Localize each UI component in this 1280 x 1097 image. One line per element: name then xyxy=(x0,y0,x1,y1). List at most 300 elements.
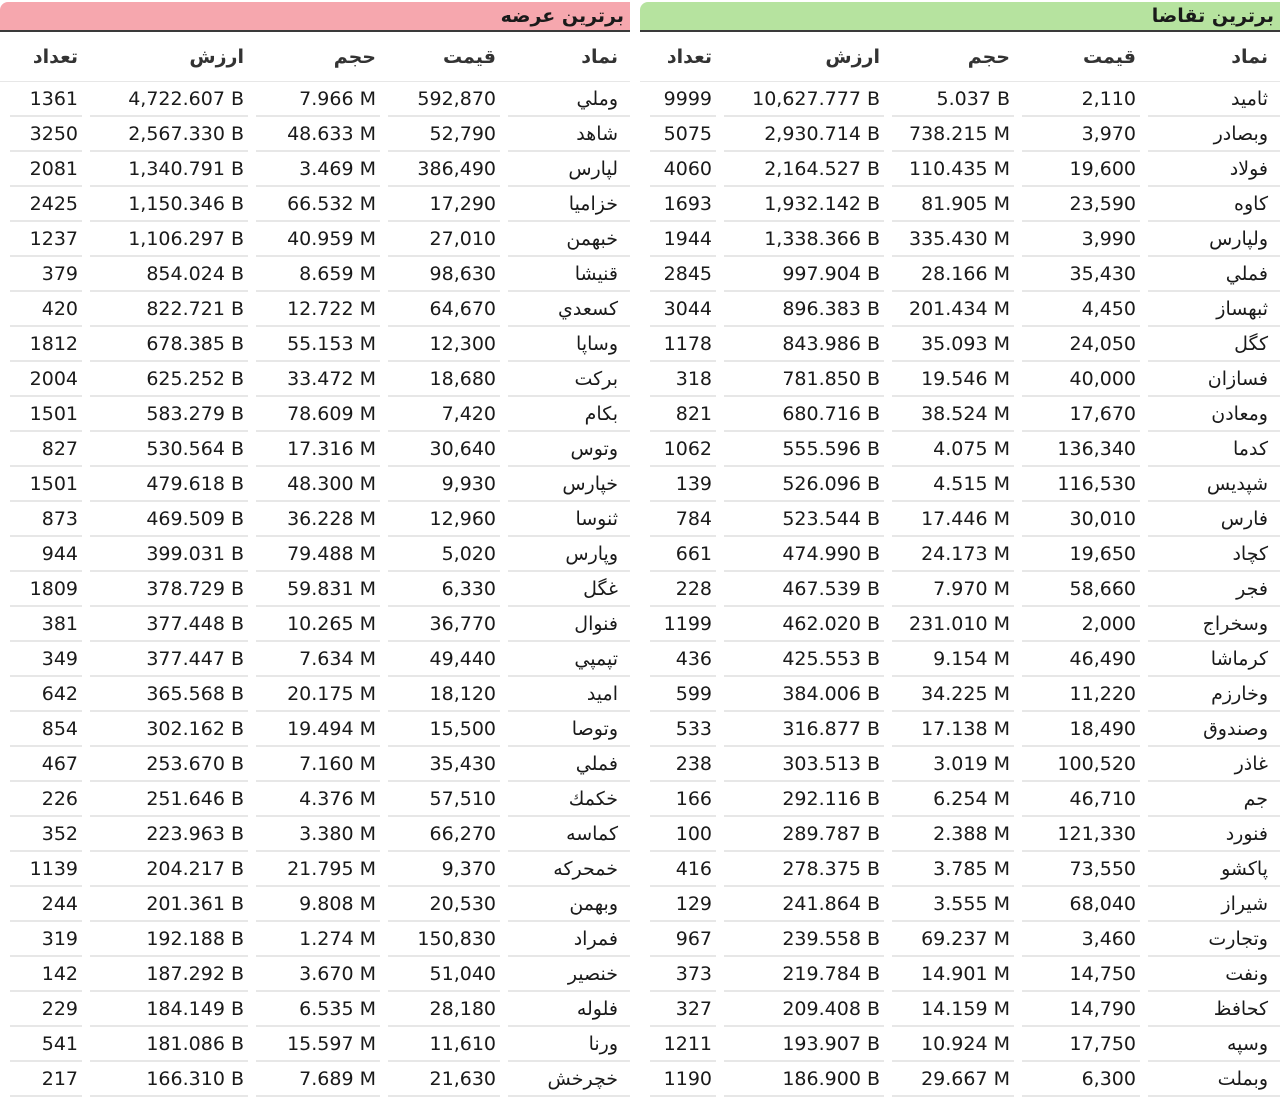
col-header-price: قیمت xyxy=(388,32,500,81)
cell-symbol: فمراد xyxy=(508,922,630,957)
cell-symbol: وبملت xyxy=(1148,1062,1280,1097)
cell-volume: 28.166 M xyxy=(892,257,1014,292)
table-row[interactable] xyxy=(0,642,630,677)
cell-value: 1,340.791 B xyxy=(90,152,248,187)
cell-count: 1944 xyxy=(650,222,716,257)
table-row[interactable] xyxy=(640,467,1280,502)
cell-price: 51,040 xyxy=(388,957,500,992)
cell-volume: 201.434 M xyxy=(892,292,1014,327)
cell-price: 6,300 xyxy=(1022,1062,1140,1097)
cell-volume: 19.494 M xyxy=(256,712,380,747)
cell-symbol: وتوس xyxy=(508,432,630,467)
cell-count: 2081 xyxy=(10,152,82,187)
cell-value: 289.787 B xyxy=(724,817,884,852)
cell-price: 46,710 xyxy=(1022,782,1140,817)
cell-value: 997.904 B xyxy=(724,257,884,292)
cell-volume: 3.380 M xyxy=(256,817,380,852)
top-demand-table xyxy=(640,32,1280,1097)
cell-symbol: كماسه xyxy=(508,817,630,852)
cell-price: 64,670 xyxy=(388,292,500,327)
cell-price: 27,010 xyxy=(388,222,500,257)
cell-count: 327 xyxy=(650,992,716,1027)
table-row[interactable] xyxy=(0,397,630,432)
cell-price: 58,660 xyxy=(1022,572,1140,607)
cell-count: 1199 xyxy=(650,607,716,642)
cell-volume: 21.795 M xyxy=(256,852,380,887)
cell-value: 467.539 B xyxy=(724,572,884,607)
table-row[interactable] xyxy=(0,677,630,712)
cell-count: 349 xyxy=(10,642,82,677)
cell-price: 3,970 xyxy=(1022,117,1140,152)
table-row[interactable] xyxy=(0,747,630,782)
cell-symbol: كسعدي xyxy=(508,292,630,327)
cell-count: 3044 xyxy=(650,292,716,327)
cell-count: 661 xyxy=(650,537,716,572)
cell-value: 193.907 B xyxy=(724,1027,884,1062)
cell-count: 1139 xyxy=(10,852,82,887)
table-row[interactable] xyxy=(0,817,630,852)
table-row[interactable] xyxy=(0,782,630,817)
cell-value: 377.448 B xyxy=(90,607,248,642)
table-row[interactable] xyxy=(640,362,1280,397)
table-row[interactable] xyxy=(640,957,1280,992)
cell-count: 379 xyxy=(10,257,82,292)
table-row[interactable] xyxy=(640,537,1280,572)
col-header-count: تعداد xyxy=(10,32,82,81)
cell-price: 2,000 xyxy=(1022,607,1140,642)
table-row[interactable] xyxy=(640,887,1280,922)
cell-price: 2,110 xyxy=(1022,81,1140,117)
cell-count: 420 xyxy=(10,292,82,327)
cell-count: 854 xyxy=(10,712,82,747)
cell-symbol: فنوال xyxy=(508,607,630,642)
table-row[interactable] xyxy=(0,852,630,887)
cell-symbol: وسپه xyxy=(1148,1027,1280,1062)
cell-symbol: خزاميا xyxy=(508,187,630,222)
cell-symbol: كگل xyxy=(1148,327,1280,362)
cell-count: 1237 xyxy=(10,222,82,257)
cell-value: 781.850 B xyxy=(724,362,884,397)
cell-price: 17,750 xyxy=(1022,1027,1140,1062)
cell-price: 3,460 xyxy=(1022,922,1140,957)
cell-symbol: تپمپي xyxy=(508,642,630,677)
cell-volume: 7.160 M xyxy=(256,747,380,782)
cell-price: 30,640 xyxy=(388,432,500,467)
cell-price: 11,220 xyxy=(1022,677,1140,712)
cell-value: 209.408 B xyxy=(724,992,884,1027)
cell-volume: 4.515 M xyxy=(892,467,1014,502)
col-header-value: ارزش xyxy=(724,32,884,81)
cell-value: 278.375 B xyxy=(724,852,884,887)
cell-symbol: ومعادن xyxy=(1148,397,1280,432)
table-row[interactable] xyxy=(0,222,630,257)
cell-symbol: وسخراج xyxy=(1148,607,1280,642)
cell-symbol: كرماشا xyxy=(1148,642,1280,677)
table-header-row xyxy=(0,32,630,81)
table-row[interactable] xyxy=(640,117,1280,152)
cell-volume: 59.831 M xyxy=(256,572,380,607)
cell-count: 1190 xyxy=(650,1062,716,1097)
cell-count: 1501 xyxy=(10,467,82,502)
cell-count: 226 xyxy=(10,782,82,817)
col-header-count: تعداد xyxy=(650,32,716,81)
cell-price: 12,300 xyxy=(388,327,500,362)
cell-value: 204.217 B xyxy=(90,852,248,887)
cell-count: 467 xyxy=(10,747,82,782)
cell-price: 9,930 xyxy=(388,467,500,502)
cell-symbol: ثبهساز xyxy=(1148,292,1280,327)
cell-volume: 4.376 M xyxy=(256,782,380,817)
cell-symbol: كدما xyxy=(1148,432,1280,467)
cell-price: 73,550 xyxy=(1022,852,1140,887)
cell-symbol: كحافظ xyxy=(1148,992,1280,1027)
table-row[interactable] xyxy=(0,117,630,152)
cell-count: 238 xyxy=(650,747,716,782)
cell-value: 680.716 B xyxy=(724,397,884,432)
table-row[interactable] xyxy=(0,292,630,327)
cell-value: 303.513 B xyxy=(724,747,884,782)
table-row[interactable] xyxy=(640,992,1280,1027)
cell-price: 19,600 xyxy=(1022,152,1140,187)
cell-count: 821 xyxy=(650,397,716,432)
cell-value: 1,150.346 B xyxy=(90,187,248,222)
cell-count: 2004 xyxy=(10,362,82,397)
table-row[interactable] xyxy=(0,187,630,222)
cell-value: 166.310 B xyxy=(90,1062,248,1097)
cell-volume: 81.905 M xyxy=(892,187,1014,222)
cell-count: 784 xyxy=(650,502,716,537)
cell-volume: 34.225 M xyxy=(892,677,1014,712)
cell-symbol: وتجارت xyxy=(1148,922,1280,957)
cell-volume: 12.722 M xyxy=(256,292,380,327)
table-row[interactable] xyxy=(0,81,630,117)
cell-symbol: جم xyxy=(1148,782,1280,817)
cell-count: 217 xyxy=(10,1062,82,1097)
cell-value: 479.618 B xyxy=(90,467,248,502)
table-row[interactable] xyxy=(0,432,630,467)
cell-value: 241.864 B xyxy=(724,887,884,922)
cell-value: 292.116 B xyxy=(724,782,884,817)
top-supply-title: برترین عرضه xyxy=(0,2,630,30)
cell-value: 251.646 B xyxy=(90,782,248,817)
table-row[interactable] xyxy=(0,327,630,362)
table-row[interactable] xyxy=(640,677,1280,712)
cell-volume: 20.175 M xyxy=(256,677,380,712)
cell-volume: 6.535 M xyxy=(256,992,380,1027)
cell-symbol: وساپا xyxy=(508,327,630,362)
cell-volume: 15.597 M xyxy=(256,1027,380,1062)
cell-symbol: شيراز xyxy=(1148,887,1280,922)
table-row[interactable] xyxy=(640,922,1280,957)
table-row[interactable] xyxy=(640,782,1280,817)
cell-count: 9999 xyxy=(650,81,716,117)
cell-count: 873 xyxy=(10,502,82,537)
cell-volume: 2.388 M xyxy=(892,817,1014,852)
table-row[interactable] xyxy=(0,257,630,292)
cell-symbol: وپارس xyxy=(508,537,630,572)
cell-volume: 14.901 M xyxy=(892,957,1014,992)
cell-value: 2,930.714 B xyxy=(724,117,884,152)
cell-value: 1,338.366 B xyxy=(724,222,884,257)
col-header-symbol: نماد xyxy=(508,32,630,81)
table-row[interactable] xyxy=(640,572,1280,607)
table-row[interactable] xyxy=(640,1062,1280,1097)
cell-symbol: خمحركه xyxy=(508,852,630,887)
cell-symbol: ورنا xyxy=(508,1027,630,1062)
cell-volume: 29.667 M xyxy=(892,1062,1014,1097)
cell-value: 223.963 B xyxy=(90,817,248,852)
table-row[interactable] xyxy=(640,257,1280,292)
cell-price: 150,830 xyxy=(388,922,500,957)
cell-value: 399.031 B xyxy=(90,537,248,572)
cell-value: 843.986 B xyxy=(724,327,884,362)
cell-price: 40,000 xyxy=(1022,362,1140,397)
cell-symbol: فولاد xyxy=(1148,152,1280,187)
cell-price: 23,590 xyxy=(1022,187,1140,222)
cell-symbol: فلوله xyxy=(508,992,630,1027)
cell-price: 4,450 xyxy=(1022,292,1140,327)
cell-value: 1,106.297 B xyxy=(90,222,248,257)
cell-count: 129 xyxy=(650,887,716,922)
table-row[interactable] xyxy=(0,572,630,607)
cell-symbol: فنورد xyxy=(1148,817,1280,852)
table-row[interactable] xyxy=(0,537,630,572)
cell-volume: 48.300 M xyxy=(256,467,380,502)
cell-symbol: شاهد xyxy=(508,117,630,152)
cell-price: 14,750 xyxy=(1022,957,1140,992)
table-row[interactable] xyxy=(0,502,630,537)
table-row[interactable] xyxy=(640,712,1280,747)
cell-count: 1501 xyxy=(10,397,82,432)
cell-price: 11,610 xyxy=(388,1027,500,1062)
cell-value: 201.361 B xyxy=(90,887,248,922)
cell-price: 98,630 xyxy=(388,257,500,292)
cell-count: 381 xyxy=(10,607,82,642)
table-row[interactable] xyxy=(640,607,1280,642)
cell-count: 319 xyxy=(10,922,82,957)
cell-count: 228 xyxy=(650,572,716,607)
cell-count: 1178 xyxy=(650,327,716,362)
cell-symbol: خبهمن xyxy=(508,222,630,257)
cell-price: 19,650 xyxy=(1022,537,1140,572)
cell-value: 854.024 B xyxy=(90,257,248,292)
cell-value: 192.188 B xyxy=(90,922,248,957)
cell-price: 36,770 xyxy=(388,607,500,642)
cell-price: 121,330 xyxy=(1022,817,1140,852)
table-row[interactable] xyxy=(0,1027,630,1062)
cell-value: 239.558 B xyxy=(724,922,884,957)
cell-price: 592,870 xyxy=(388,81,500,117)
cell-value: 181.086 B xyxy=(90,1027,248,1062)
cell-symbol: اميد xyxy=(508,677,630,712)
cell-value: 253.670 B xyxy=(90,747,248,782)
cell-volume: 78.609 M xyxy=(256,397,380,432)
cell-value: 219.784 B xyxy=(724,957,884,992)
cell-volume: 9.808 M xyxy=(256,887,380,922)
cell-symbol: خپارس xyxy=(508,467,630,502)
cell-price: 35,430 xyxy=(1022,257,1140,292)
cell-volume: 17.316 M xyxy=(256,432,380,467)
table-row[interactable] xyxy=(640,432,1280,467)
table-row[interactable] xyxy=(640,187,1280,222)
cell-value: 583.279 B xyxy=(90,397,248,432)
cell-count: 4060 xyxy=(650,152,716,187)
table-row[interactable] xyxy=(640,222,1280,257)
cell-value: 469.509 B xyxy=(90,502,248,537)
table-row[interactable] xyxy=(640,852,1280,887)
cell-symbol: كچاد xyxy=(1148,537,1280,572)
cell-count: 139 xyxy=(650,467,716,502)
cell-price: 5,020 xyxy=(388,537,500,572)
cell-volume: 10.924 M xyxy=(892,1027,1014,1062)
cell-value: 316.877 B xyxy=(724,712,884,747)
cell-value: 530.564 B xyxy=(90,432,248,467)
table-row[interactable] xyxy=(0,152,630,187)
cell-count: 166 xyxy=(650,782,716,817)
cell-symbol: قنيشا xyxy=(508,257,630,292)
cell-count: 599 xyxy=(650,677,716,712)
cell-value: 365.568 B xyxy=(90,677,248,712)
cell-count: 436 xyxy=(650,642,716,677)
cell-value: 523.544 B xyxy=(724,502,884,537)
cell-volume: 7.689 M xyxy=(256,1062,380,1097)
cell-count: 244 xyxy=(10,887,82,922)
top-supply-rows xyxy=(0,81,630,1097)
cell-price: 9,370 xyxy=(388,852,500,887)
cell-symbol: وبصادر xyxy=(1148,117,1280,152)
cell-price: 28,180 xyxy=(388,992,500,1027)
cell-count: 229 xyxy=(10,992,82,1027)
cell-price: 18,120 xyxy=(388,677,500,712)
cell-symbol: ثنوسا xyxy=(508,502,630,537)
cell-price: 3,990 xyxy=(1022,222,1140,257)
cell-value: 2,164.527 B xyxy=(724,152,884,187)
cell-volume: 8.659 M xyxy=(256,257,380,292)
table-row[interactable] xyxy=(0,467,630,502)
table-row[interactable] xyxy=(0,887,630,922)
cell-price: 136,340 xyxy=(1022,432,1140,467)
cell-volume: 4.075 M xyxy=(892,432,1014,467)
cell-price: 66,270 xyxy=(388,817,500,852)
table-row[interactable] xyxy=(0,992,630,1027)
cell-value: 187.292 B xyxy=(90,957,248,992)
col-header-price: قیمت xyxy=(1022,32,1140,81)
table-row[interactable] xyxy=(0,607,630,642)
cell-value: 678.385 B xyxy=(90,327,248,362)
cell-volume: 33.472 M xyxy=(256,362,380,397)
cell-symbol: غگل xyxy=(508,572,630,607)
cell-value: 425.553 B xyxy=(724,642,884,677)
cell-volume: 110.435 M xyxy=(892,152,1014,187)
col-header-symbol: نماد xyxy=(1148,32,1280,81)
cell-volume: 7.966 M xyxy=(256,81,380,117)
table-row[interactable] xyxy=(640,81,1280,117)
cell-volume: 738.215 M xyxy=(892,117,1014,152)
table-row[interactable] xyxy=(0,957,630,992)
cell-count: 533 xyxy=(650,712,716,747)
cell-volume: 17.138 M xyxy=(892,712,1014,747)
cell-volume: 14.159 M xyxy=(892,992,1014,1027)
cell-price: 68,040 xyxy=(1022,887,1140,922)
cell-value: 186.900 B xyxy=(724,1062,884,1097)
table-row[interactable] xyxy=(640,642,1280,677)
cell-price: 20,530 xyxy=(388,887,500,922)
table-row[interactable] xyxy=(0,1062,630,1097)
cell-value: 10,627.777 B xyxy=(724,81,884,117)
cell-symbol: وصندوق xyxy=(1148,712,1280,747)
cell-price: 116,530 xyxy=(1022,467,1140,502)
table-row[interactable] xyxy=(640,397,1280,432)
cell-volume: 3.785 M xyxy=(892,852,1014,887)
cell-count: 1812 xyxy=(10,327,82,362)
cell-value: 302.162 B xyxy=(90,712,248,747)
table-row[interactable] xyxy=(640,1027,1280,1062)
cell-price: 18,490 xyxy=(1022,712,1140,747)
table-row[interactable] xyxy=(640,327,1280,362)
cell-value: 462.020 B xyxy=(724,607,884,642)
table-row[interactable] xyxy=(640,747,1280,782)
cell-count: 416 xyxy=(650,852,716,887)
cell-price: 17,290 xyxy=(388,187,500,222)
cell-price: 18,680 xyxy=(388,362,500,397)
cell-volume: 48.633 M xyxy=(256,117,380,152)
table-header-row xyxy=(640,32,1280,81)
cell-value: 625.252 B xyxy=(90,362,248,397)
cell-price: 49,440 xyxy=(388,642,500,677)
table-row[interactable] xyxy=(0,362,630,397)
cell-price: 24,050 xyxy=(1022,327,1140,362)
cell-price: 30,010 xyxy=(1022,502,1140,537)
cell-volume: 6.254 M xyxy=(892,782,1014,817)
cell-symbol: غاذر xyxy=(1148,747,1280,782)
cell-count: 142 xyxy=(10,957,82,992)
cell-symbol: فجر xyxy=(1148,572,1280,607)
cell-price: 35,430 xyxy=(388,747,500,782)
cell-price: 52,790 xyxy=(388,117,500,152)
cell-volume: 7.634 M xyxy=(256,642,380,677)
cell-volume: 55.153 M xyxy=(256,327,380,362)
table-row[interactable] xyxy=(640,502,1280,537)
cell-value: 474.990 B xyxy=(724,537,884,572)
cell-symbol: ثاميد xyxy=(1148,81,1280,117)
cell-price: 7,420 xyxy=(388,397,500,432)
cell-price: 21,630 xyxy=(388,1062,500,1097)
cell-price: 100,520 xyxy=(1022,747,1140,782)
table-row[interactable] xyxy=(0,712,630,747)
cell-count: 967 xyxy=(650,922,716,957)
cell-symbol: خچرخش xyxy=(508,1062,630,1097)
cell-symbol: خنصير xyxy=(508,957,630,992)
cell-value: 377.447 B xyxy=(90,642,248,677)
cell-count: 373 xyxy=(650,957,716,992)
cell-price: 15,500 xyxy=(388,712,500,747)
table-row[interactable] xyxy=(640,292,1280,327)
top-demand-panel xyxy=(640,2,1280,1097)
table-row[interactable] xyxy=(640,817,1280,852)
cell-value: 822.721 B xyxy=(90,292,248,327)
cell-volume: 19.546 M xyxy=(892,362,1014,397)
cell-count: 352 xyxy=(10,817,82,852)
table-row[interactable] xyxy=(640,152,1280,187)
top-demand-title: برترین تقاضا xyxy=(640,2,1280,30)
top-demand-rows xyxy=(640,81,1280,1097)
cell-price: 14,790 xyxy=(1022,992,1140,1027)
cell-volume: 36.228 M xyxy=(256,502,380,537)
cell-volume: 40.959 M xyxy=(256,222,380,257)
cell-symbol: ونفت xyxy=(1148,957,1280,992)
cell-volume: 7.970 M xyxy=(892,572,1014,607)
table-row[interactable] xyxy=(0,922,630,957)
